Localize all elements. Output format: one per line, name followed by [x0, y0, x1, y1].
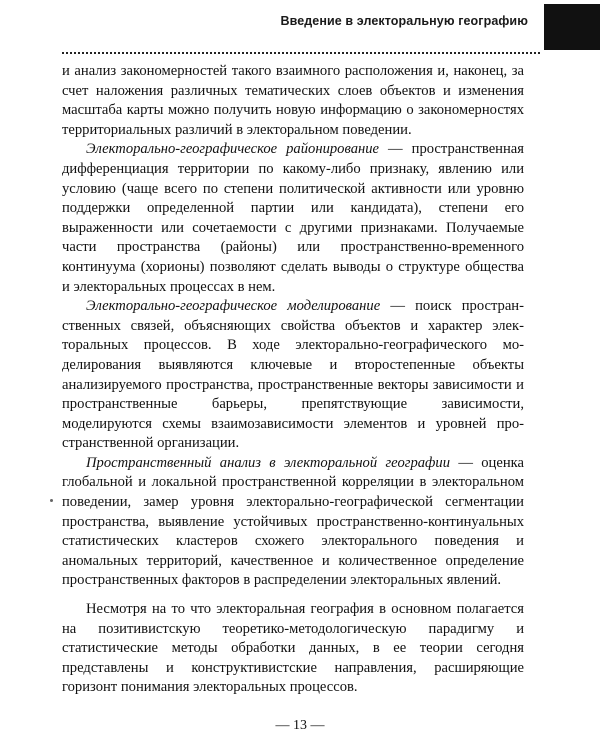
paragraph-text: и анализ закономерностей такого взаимного расположения и, наконец, за счет наложения различных тематических слоев объектов и изменения масштаба карты можно получить новую информацию о закономерностях территориальных различий в электоральном поведении.	[62, 63, 524, 138]
page-number: — 13 —	[275, 718, 325, 733]
margin-dot	[50, 499, 53, 502]
page-body	[62, 62, 524, 698]
paragraph-continuation	[62, 62, 524, 140]
definition-term: Пространственный анализ в электоральной географии	[86, 454, 450, 471]
header-dotted-rule	[62, 52, 540, 54]
paragraph-text: — пространственная дифференциация территории по какому-либо признаку, явлению или условию (чаще всего по степени политической активности или уровню поддержки определенной партии или кандидата), степени его выраженности или сочетаемости с другими признаками. Получаемые части пространства (районы) или пространственно-временного континуума (хорионы) позволяют сделать выводы о структуре общества и электоральных процессах в нем.	[62, 141, 524, 295]
paragraph-conclusion	[62, 600, 524, 698]
running-header	[0, 0, 600, 52]
definition-term: Электорально-географическое моделирование	[86, 298, 381, 315]
paragraph-text: — поиск пространственных связей, объясняющих свойства объектов и характер электоральных процессов. В ходе электорально-географического моделирования выявляются ключевые и второстепенные объекты анализируемого пространства, пространственные векторы зависимости и пространственные барьеры, препятствующие зависимости, моделируются схемы взаимозависимости элементов и уровней пространственной организации.	[62, 298, 524, 452]
header-tab-block	[544, 4, 600, 50]
definition-term: Электорально-географическое районирование	[86, 141, 380, 158]
paragraph-definition-spatial-analysis	[62, 454, 524, 591]
paragraph-text: Несмотря на то что электоральная география в основном полагается на позитивистскую теоретико-методологическую парадигму и статистические методы обработки данных, в ее теории сегодня представлены и конструктивистские направления, расширяющие горизонт понимания электоральных процессов.	[62, 601, 524, 696]
paragraph-definition-regionalization	[62, 140, 524, 297]
paragraph-definition-modeling	[62, 297, 524, 454]
paragraph-text: — оценка глобальной и локальной пространственной корреляции в электоральном поведении, замер уровня электорально-географической сегментации пространства, выявление устойчивых пространственно-континуальных статистических кластеров схожего электорального поведения и аномальных территорий, качественное и количественное определение пространственных факторов в распределении электоральных явлений.	[62, 454, 524, 589]
running-header-title: Введение в электоральную географию	[280, 14, 528, 28]
